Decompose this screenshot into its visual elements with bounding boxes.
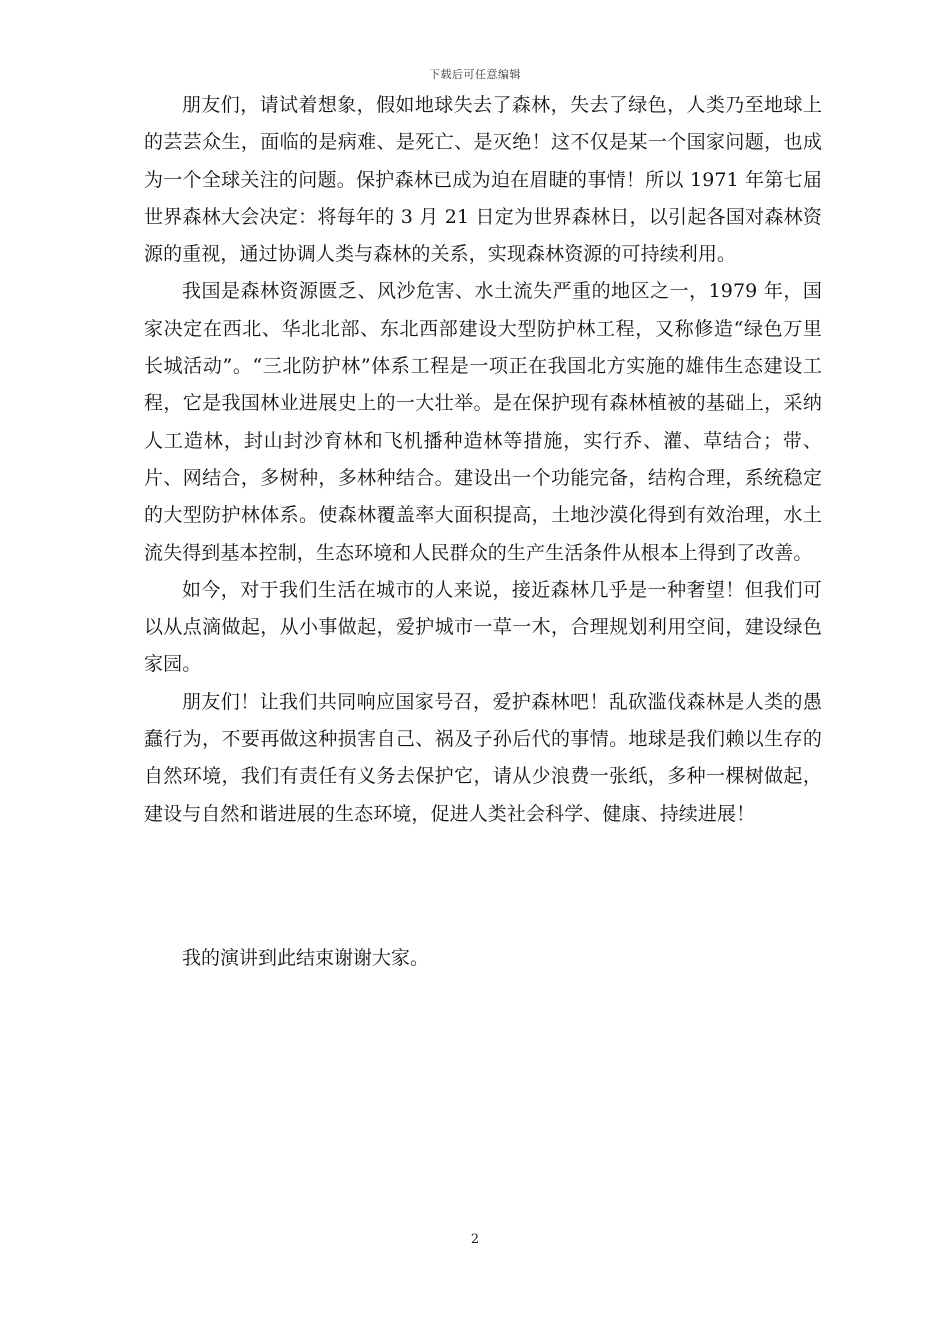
speech-body (144, 87, 822, 833)
page-header: 下载后可任意编辑 (429, 68, 521, 81)
paragraph-2: 我国是森林资源匮乏、风沙危害、水土流失严重的地区之一，1979 年，国家决定在西北、华北北部、东北西部建设大型防护林工程，又称修造“绿色万里长城活动”。“三北防护林”体系工程是一项正在我国北方实施的雄伟生态建设工程，它是我国林业进展史上的一大壮举。是在保护现有森林植被的基础上，采纳人工造林，封山封沙育林和飞机播种造林等措施，实行乔、灌、草结合；带、片、网结合，多树种，多林种结合。建设出一个功能完备，结构合理，系统稳定的大型防护林体系。使森林覆盖率大面积提高，土地沙漠化得到有效治理，水土流失得到基本控制，生态环境和人民群众的生产生活条件从根本上得到了改善。 (144, 280, 822, 564)
paragraph-3: 如今，对于我们生活在城市的人来说，接近森林几乎是一种奢望！但我们可以从点滴做起，从小事做起，爱护城市一草一木，合理规划利用空间，建设绿色家园。 (144, 578, 822, 676)
page-number: 2 (470, 1232, 480, 1247)
paragraph-1: 朋友们，请试着想象，假如地球失去了森林，失去了绿色，人类乃至地球上的芸芸众生，面临的是病难、是死亡、是灭绝！这不仅是某一个国家问题，也成为一个全球关注的问题。保护森林已成为迫在眉睫的事情！所以 1971 年第七届世界森林大会决定：将每年的 3 月 21 日定为世界森林日，以引起各国对森林资源的重视，通过协调人类与森林的关系，实现森林资源的可持续利用。 (144, 94, 822, 266)
paragraph-4: 朋友们！让我们共同响应国家号召，爱护森林吧！乱砍滥伐森林是人类的愚蠢行为，不要再做这种损害自己、祸及子孙后代的事情。地球是我们赖以生存的自然环境，我们有责任有义务去保护它，请从少浪费一张纸，多种一棵树做起，建设与自然和谐进展的生态环境，促进人类社会科学、健康、持续进展！ (144, 690, 822, 825)
closing-line: 我的演讲到此结束谢谢大家。 (182, 947, 430, 969)
